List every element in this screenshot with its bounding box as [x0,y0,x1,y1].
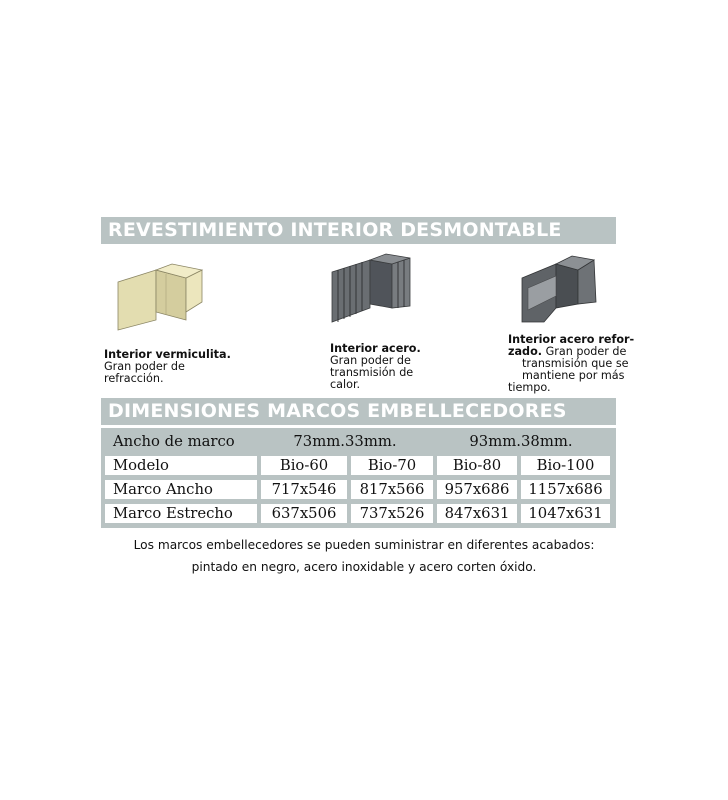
caption-reinforced-title-line1: Interior acero refor- [508,333,635,346]
table-cell: 847x631 [437,504,517,523]
section-title-dimensiones: DIMENSIONES MARCOS EMBELLECEDORES [101,398,616,425]
dimensions-table [101,428,616,528]
caption-reinforced-inline: Gran poder de [545,345,627,358]
vermiculite-liner-icon [104,262,214,332]
caption-vermiculite-line1: Gran poder de [104,360,185,373]
caption-steel-title: Interior acero. [330,342,421,355]
row-label-marco-ancho: Marco Ancho [105,480,257,499]
table-cell: 957x686 [437,480,517,499]
caption-vermiculite-title: Interior vermiculita. [104,348,231,361]
caption-reinforced-steel [508,334,634,394]
table-cell: Bio-80 [437,456,517,475]
caption-vermiculite-line2: refracción. [104,372,164,385]
footnote-line-2: pintado en negro, acero inoxidable y acero corten óxido. [191,560,537,574]
table-cell: Bio-60 [261,456,347,475]
table-cell: 1047x631 [521,504,610,523]
caption-reinforced-line1: transmisión que se [522,357,629,370]
caption-vermiculite [104,349,231,385]
row-label-modelo: Modelo [105,456,257,475]
table-cell: 737x526 [351,504,433,523]
table-cell: 717x546 [261,480,347,499]
caption-reinforced-title-line2: zado. [508,345,543,358]
table-cell: 817x566 [351,480,433,499]
table-cell: 1157x686 [521,480,610,499]
row-label-marco-estrecho: Marco Estrecho [105,504,257,523]
caption-reinforced-line2: mantiene por más [522,369,625,382]
table-cell: Bio-70 [351,456,433,475]
table-cell: 637x506 [261,504,347,523]
caption-steel-line3: calor. [330,378,361,391]
table-header-group-1: 73mm.33mm. [293,433,397,450]
table-row [101,502,616,524]
reinforced-steel-liner-icon [516,252,602,326]
caption-steel-line1: Gran poder de [330,354,411,367]
caption-steel [330,343,421,391]
table-header-group-2: 93mm.38mm. [469,433,573,450]
table-row [101,454,616,476]
table-header-label: Ancho de marco [113,433,235,450]
caption-steel-line2: transmisión de [330,366,414,379]
table-cell: Bio-100 [521,456,610,475]
footnote-line-1: Los marcos embellecedores se pueden suministrar en diferentes acabados: [133,538,595,552]
table-row [101,478,616,500]
table-header-row [101,430,616,452]
section-title-revestimiento: REVESTIMIENTO INTERIOR DESMONTABLE [101,217,616,244]
caption-reinforced-line3: tiempo. [508,381,551,394]
steel-liner-icon [326,250,416,330]
